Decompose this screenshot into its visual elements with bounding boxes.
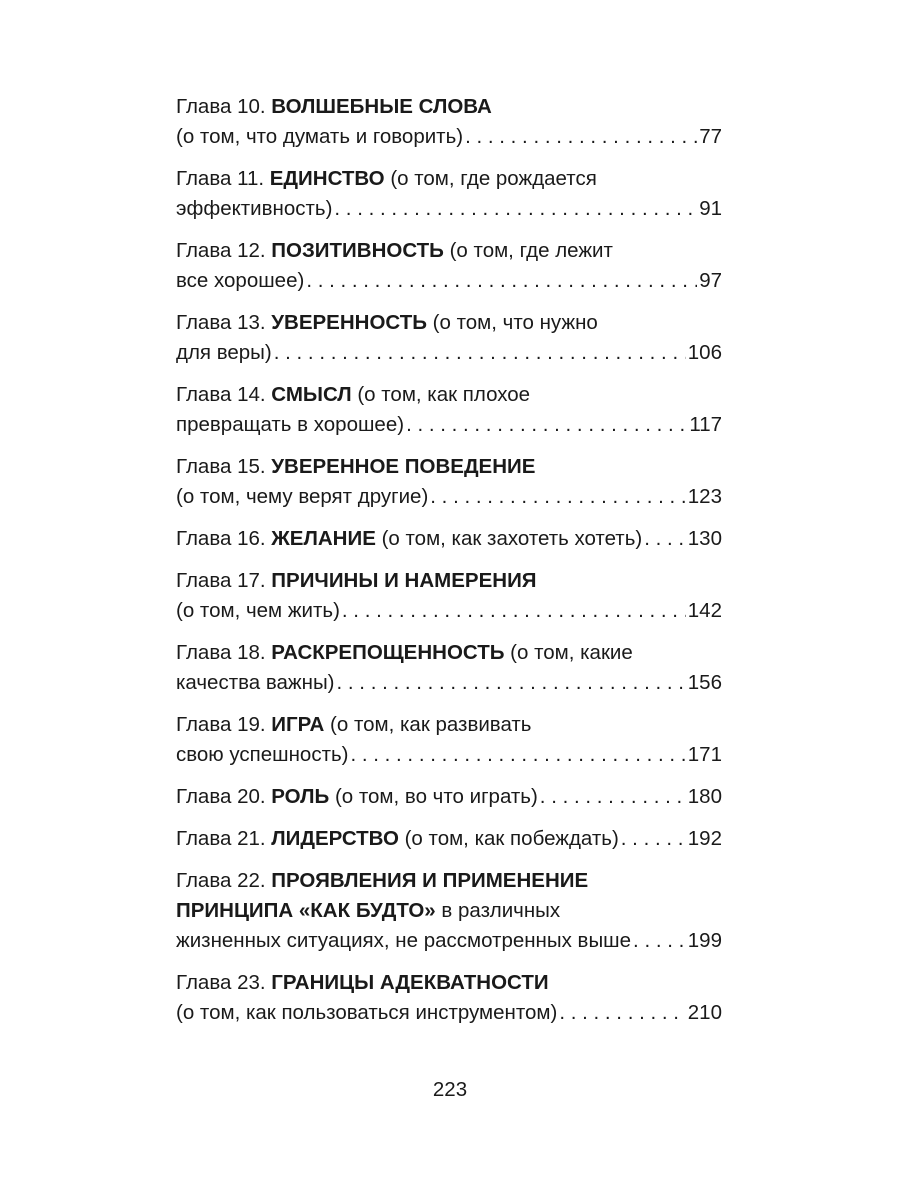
chapter-label: Глава 11.: [176, 167, 265, 190]
toc-entry: [176, 824, 722, 854]
chapter-subtitle: (о том, как пользоваться инструментом): [176, 1001, 558, 1024]
toc-entry: [176, 638, 722, 698]
dot-leader: [306, 266, 697, 296]
dot-leader: [559, 998, 685, 1028]
toc-entry: [176, 380, 722, 440]
toc-entry-line: [176, 710, 722, 740]
dot-leader: [540, 782, 686, 812]
page-number: 117: [689, 413, 722, 436]
toc-entry-line: [176, 380, 722, 410]
chapter-subtitle: (о том, где рождается: [390, 167, 597, 190]
page-number: 199: [687, 929, 722, 952]
toc-entry-line: [176, 122, 722, 152]
toc-entry-line: [176, 896, 722, 926]
dot-leader: [350, 740, 685, 770]
chapter-subtitle: в различных: [441, 899, 561, 922]
chapter-label: Глава 18.: [176, 641, 266, 664]
dot-leader: [621, 824, 686, 854]
dot-leader: [465, 122, 697, 152]
chapter-title: ПОЗИТИВНОСТЬ: [271, 239, 444, 262]
chapter-label: Глава 15.: [176, 455, 266, 478]
dot-leader: [406, 410, 687, 440]
toc-entry: [176, 710, 722, 770]
page-folio: 223: [432, 1078, 468, 1101]
toc-entry-line: [176, 236, 722, 266]
dot-leader: [633, 926, 686, 956]
chapter-label: Глава 20.: [176, 785, 266, 808]
chapter-title-continued: ПРИНЦИПА «КАК БУДТО»: [176, 899, 436, 922]
toc-entry-line: [176, 194, 722, 224]
chapter-title: ПРОЯВЛЕНИЯ И ПРИМЕНЕНИЕ: [271, 869, 589, 892]
toc-entry: [176, 782, 722, 812]
chapter-subtitle: (о том, чем жить): [176, 599, 340, 622]
chapter-subtitle: качества важны): [176, 671, 335, 694]
page-number: 130: [687, 527, 722, 550]
toc-entry: [176, 92, 722, 152]
toc-entry-line: [176, 824, 722, 854]
page-number: 210: [687, 1001, 722, 1024]
chapter-subtitle: (о том, что нужно: [432, 311, 598, 334]
chapter-title: РАСКРЕПОЩЕННОСТЬ: [271, 641, 505, 664]
toc-entry: [176, 164, 722, 224]
toc-entry: [176, 524, 722, 554]
page-number: 156: [687, 671, 722, 694]
page-number: 77: [699, 125, 722, 148]
toc-entry-line: [176, 638, 722, 668]
toc-entry-line: [176, 566, 722, 596]
toc-entry-line: [176, 968, 722, 998]
toc-entry-line: [176, 782, 722, 812]
toc-entry-line: [176, 668, 722, 698]
page-number: 91: [699, 197, 722, 220]
chapter-label: Глава 13.: [176, 311, 266, 334]
chapter-subtitle: (о том, где лежит: [449, 239, 613, 262]
toc-entry-line: [176, 524, 722, 554]
toc-entry-line: [176, 452, 722, 482]
chapter-label: Глава 12.: [176, 239, 266, 262]
chapter-label: Глава 10.: [176, 95, 266, 118]
chapter-title: ЕДИНСТВО: [269, 167, 385, 190]
chapter-title: ПРИЧИНЫ И НАМЕРЕНИЯ: [271, 569, 537, 592]
chapter-title: ВОЛШЕБНЫЕ СЛОВА: [271, 95, 492, 118]
toc-entry-line: [176, 338, 722, 368]
toc-entry-line: [176, 308, 722, 338]
dot-leader: [430, 482, 686, 512]
toc-entry-line: [176, 266, 722, 296]
chapter-title: ЖЕЛАНИЕ: [271, 527, 376, 550]
chapter-title: УВЕРЕННОЕ ПОВЕДЕНИЕ: [271, 455, 536, 478]
chapter-title: ЛИДЕРСТВО: [271, 827, 399, 850]
dot-leader: [337, 668, 686, 698]
chapter-subtitle: (о том, чему верят другие): [176, 485, 429, 508]
chapter-subtitle: все хорошее): [176, 269, 305, 292]
dot-leader: [274, 338, 686, 368]
toc-entry: [176, 452, 722, 512]
toc-entry-line: [176, 596, 722, 626]
toc-entry: [176, 968, 722, 1028]
toc-entry-line: [176, 926, 722, 956]
table-of-contents: [176, 92, 722, 1040]
chapter-subtitle: жизненных ситуациях, не рассмотренных выше: [176, 929, 632, 952]
chapter-subtitle: (о том, как захотеть хотеть): [381, 527, 643, 550]
toc-entry: [176, 866, 722, 956]
chapter-label: Глава 23.: [176, 971, 266, 994]
page-number: 97: [699, 269, 722, 292]
chapter-subtitle: (о том, как побеждать): [404, 827, 619, 850]
chapter-label: Глава 14.: [176, 383, 266, 406]
chapter-title: СМЫСЛ: [271, 383, 352, 406]
toc-entry: [176, 308, 722, 368]
dot-leader: [342, 596, 686, 626]
chapter-subtitle: (о том, во что играть): [334, 785, 538, 808]
chapter-subtitle: свою успешность): [176, 743, 349, 766]
chapter-title: УВЕРЕННОСТЬ: [271, 311, 427, 334]
chapter-label: Глава 19.: [176, 713, 266, 736]
toc-entry: [176, 236, 722, 296]
page-number: 180: [687, 785, 722, 808]
page-number: 142: [687, 599, 722, 622]
toc-entry: [176, 566, 722, 626]
chapter-subtitle: (о том, что думать и говорить): [176, 125, 464, 148]
chapter-label: Глава 17.: [176, 569, 266, 592]
page-number: 106: [687, 341, 722, 364]
chapter-subtitle: (о том, как плохое: [357, 383, 531, 406]
page-number: 192: [687, 827, 722, 850]
toc-entry-line: [176, 164, 722, 194]
chapter-title: РОЛЬ: [271, 785, 330, 808]
page-number: 171: [687, 743, 722, 766]
chapter-subtitle: (о том, какие: [510, 641, 633, 664]
dot-leader: [644, 524, 686, 554]
toc-entry-line: [176, 482, 722, 512]
toc-entry-line: [176, 410, 722, 440]
chapter-subtitle: для веры): [176, 341, 272, 364]
toc-entry-line: [176, 92, 722, 122]
chapter-subtitle: эффективность): [176, 197, 333, 220]
toc-entry-line: [176, 866, 722, 896]
chapter-label: Глава 16.: [176, 527, 266, 550]
chapter-title: ГРАНИЦЫ АДЕКВАТНОСТИ: [271, 971, 549, 994]
page-number: 123: [687, 485, 722, 508]
chapter-subtitle: превращать в хорошее): [176, 413, 405, 436]
toc-entry-line: [176, 740, 722, 770]
chapter-label: Глава 21.: [176, 827, 266, 850]
toc-entry-line: [176, 998, 722, 1028]
chapter-subtitle: (о том, как развивать: [330, 713, 532, 736]
chapter-label: Глава 22.: [176, 869, 266, 892]
dot-leader: [334, 194, 697, 224]
chapter-title: ИГРА: [271, 713, 325, 736]
